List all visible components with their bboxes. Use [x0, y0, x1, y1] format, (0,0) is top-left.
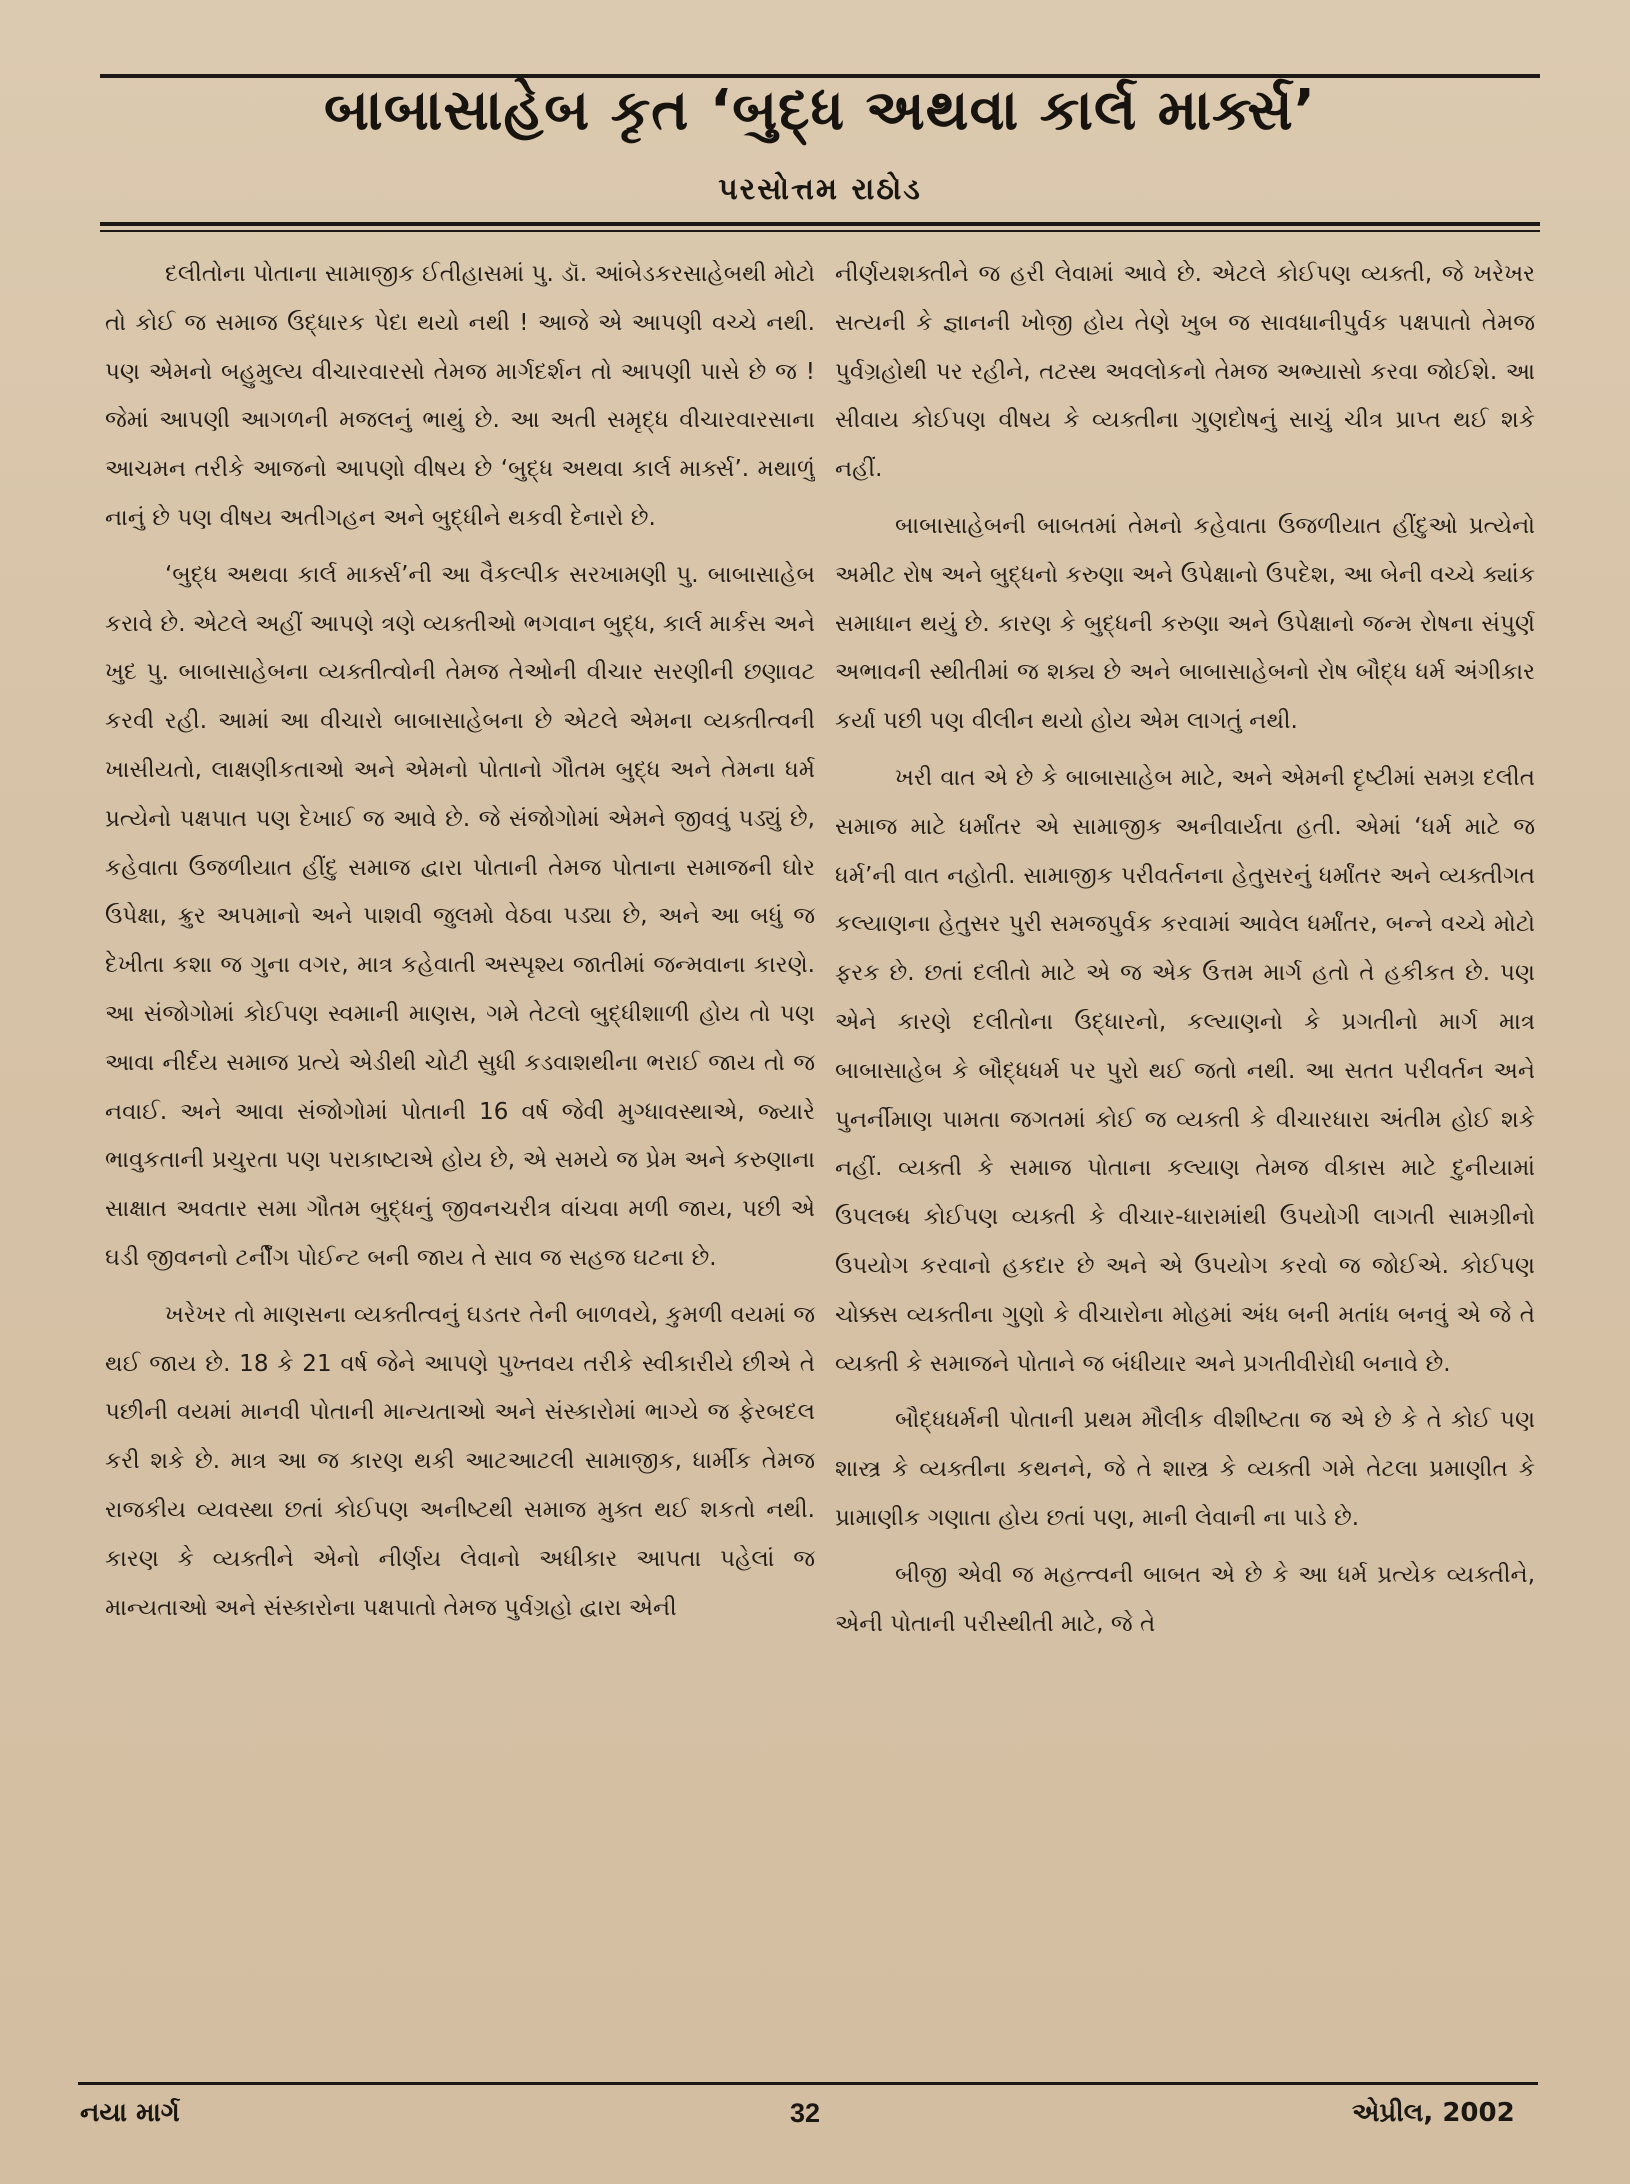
publication-name: નયા માર્ગ	[80, 2098, 180, 2128]
paragraph: ખરેખર તો માણસના વ્યક્તીત્વનું ઘડતર તેની બાળવયે, કુમળી વયમાં જ થઈ જાય છે. 18 કે 21 વર્ષ જેને આપણે પુખ્તવય તરીકે સ્વીકારીયે છીએ તે પછીની વયમાં માનવી પોતાની માન્યતાઓ અને સંસ્કારોમાં ભાગ્યે જ ફેરબદલ કરી શકે છે. માત્ર આ જ કારણ થકી આટઆટલી સામાજીક, ધાર્મીક તેમજ રાજકીય વ્યવસ્થા છતાં કોઈપણ અનીષ્ટથી સમાજ મુક્ત થઈ શકતો નથી. કારણ કે વ્યક્તીને એનો નીર્ણય લેવાનો અધીકાર આપતા પહેલાં જ માન્યતાઓ અને સંસ્કારોના પક્ષપાતો તેમજ પુર્વગ્રહો દ્વારા એની	[105, 1301, 815, 1621]
article-author: પરસોત્તમ રાઠોડ	[718, 172, 922, 207]
paragraph: બાબાસાહેબની બાબતમાં તેમનો કહેવાતા ઉજળીયાત હીંદુઓ પ્રત્યેનો અમીટ રોષ અને બુદ્ધનો કરુણા અને ઉપેક્ષાનો ઉપદેશ, આ બેની વચ્ચે ક્યાંક સમાધાન થયું છે. કારણ કે બુદ્ધની કરુણા અને ઉપેક્ષાનો જન્મ રોષના સંપુર્ણ અભાવની સ્થીતીમાં જ શક્ય છે અને બાબાસાહેબનો રોષ બૌદ્ધ ધર્મ અંગીકાર કર્યા પછી પણ વીલીન થયો હોય એમ લાગતું નથી.	[835, 512, 1535, 735]
page-number: 32	[790, 2098, 821, 2128]
header-rule-bottom	[100, 230, 1540, 232]
issue-date: એપ્રીલ, 2002	[1352, 2098, 1515, 2128]
header-rule-top	[100, 222, 1540, 226]
right-column	[835, 250, 1535, 2050]
article-title: બાબાસાહેબ કૃત ‘બુદ્ધ અથવા કાર્લ માર્ક્સ’	[324, 78, 1316, 143]
left-column	[105, 250, 815, 2050]
footer-rule	[78, 2082, 1538, 2085]
paragraph: બીજી એવી જ મહત્ત્વની બાબત એ છે કે આ ધર્મ પ્રત્યેક વ્યક્તીને, એની પોતાની પરીસ્થીતી માટે, જે તે	[835, 1561, 1535, 1637]
paragraph: દલીતોના પોતાના સામાજીક ઈતીહાસમાં પુ. ડૉ. આંબેડકરસાહેબથી મોટો તો કોઈ જ સમાજ ઉદ્ધારક પેદા થયો નથી ! આજે એ આપણી વચ્ચે નથી. પણ એમનો બહુમુલ્ય વીચારવારસો તેમજ માર્ગદર્શન તો આપણી પાસે છે જ ! જેમાં આપણી આગળની મજલનું ભાથું છે. આ અતી સમૃદ્ધ વીચારવારસાના આચમન તરીકે આજનો આપણો વીષય છે ‘બુદ્ધ અથવા કાર્લ માર્ક્સ’. મથાળું નાનું છે પણ વીષય અતીગહન અને બુદ્ધીને થકવી દેનારો છે.	[105, 261, 815, 531]
paragraph: બૌદ્ધધર્મની પોતાની પ્રથમ મૌલીક વીશીષ્ટતા જ એ છે કે તે કોઈ પણ શાસ્ત્ર કે વ્યક્તીના કથનને, જે તે શાસ્ત્ર કે વ્યક્તી ગમે તેટલા પ્રમાણીત કે પ્રામાણીક ગણાતા હોય છતાં પણ, માની લેવાની ના પાડે છે.	[835, 1407, 1535, 1531]
paragraph: ખરી વાત એ છે કે બાબાસાહેબ માટે, અને એમની દૃષ્ટીમાં સમગ્ર દલીત સમાજ માટે ધર્માંતર એ સામાજીક અનીવાર્યતા હતી. એમાં ‘ધર્મ માટે જ ધર્મ’ની વાત નહોતી. સામાજીક પરીવર્તનના હેતુસરનું ધર્માંતર અને વ્યક્તીગત કલ્યાણના હેતુસર પુરી સમજપુર્વક કરવામાં આવેલ ધર્માંતર, બન્ને વચ્ચે મોટો ફરક છે. છતાં દલીતો માટે એ જ એક ઉત્તમ માર્ગ હતો તે હકીકત છે. પણ એને કારણે દલીતોના ઉદ્ધારનો, કલ્યાણનો કે પ્રગતીનો માર્ગ માત્ર બાબાસાહેબ કે બૌદ્ધધર્મ પર પુરો થઈ જતો નથી. આ સતત પરીવર્તન અને પુનર્નીમાણ પામતા જગતમાં કોઈ જ વ્યક્તી કે વીચારધારા અંતીમ હોઈ શકે નહીં. વ્યક્તી કે સમાજ પોતાના કલ્યાણ તેમજ વીકાસ માટે દુનીયામાં ઉપલબ્ધ કોઈપણ વ્યક્તી કે વીચાર-ધારામાંથી ઉપયોગી લાગતી સામગ્રીનો ઉપયોગ કરવાનો હકદાર છે અને એ ઉપયોગ કરવો જ જોઈએ. કોઈપણ ચોક્કસ વ્યક્તીના ગુણો કે વીચારોના મોહમાં અંધ બની મતાંધ બનવું એ જે તે વ્યક્તી કે સમાજને પોતાને જ બંધીયાર અને પ્રગતીવીરોધી બનાવે છે.	[835, 764, 1535, 1377]
paragraph: નીર્ણયશક્તીને જ હરી લેવામાં આવે છે. એટલે કોઈપણ વ્યક્તી, જે ખરેખર સત્યની કે જ્ઞાનની ખોજી હોય તેણે ખુબ જ સાવધાનીપુર્વક પક્ષપાતો તેમજ પુર્વગ્રહોથી પર રહીને, તટસ્થ અવલોકનો તેમજ અભ્યાસો કરવા જોઈશે. આ સીવાય કોઈપણ વીષય કે વ્યક્તીના ગુણદોષનું સાચું ચીત્ર પ્રાપ્ત થઈ શકે નહીં.	[835, 261, 1535, 483]
paragraph: ‘બુદ્ધ અથવા કાર્લ માર્ક્સ’ની આ વૈકલ્પીક સરખામણી પુ. બાબાસાહેબ કરાવે છે. એટલે અહીં આપણે ત્રણે વ્યક્તીઓ ભગવાન બુદ્ધ, કાર્લ માર્કસ અને ખુદ પુ. બાબાસાહેબના વ્યક્તીત્વોની તેમજ તેઓની વીચાર સરણીની છણાવટ કરવી રહી. આમાં આ વીચારો બાબાસાહેબના છે એટલે એમના વ્યક્તીત્વની ખાસીયતો, લાક્ષણીકતાઓ અને એમનો પોતાનો ગૌતમ બુદ્ધ અને તેમના ધર્મ પ્રત્યેનો પક્ષપાત પણ દેખાઈ જ આવે છે. જે સંજોગોમાં એમને જીવવું પડ્યું છે, કહેવાતા ઉજળીયાત હીંદુ સમાજ દ્વારા પોતાની તેમજ પોતાના સમાજની ઘોર ઉપેક્ષા, ક્રુર અપમાનો અને પાશવી જુલમો વેઠવા પડ્યા છે, અને આ બધું જ દેખીતા કશા જ ગુના વગર, માત્ર કહેવાતી અસ્પૃશ્ય જાતીમાં જન્મવાના કારણે. આ સંજોગોમાં કોઈપણ સ્વમાની માણસ, ગમે તેટલો બુદ્ધીશાળી હોય તો પણ આવા નીર્દય સમાજ પ્રત્યે એડીથી ચોટી સુધી કડવાશથીના ભરાઈ જાય તો જ નવાઈ. અને આવા સંજોગોમાં પોતાની 16 વર્ષ જેવી મુગ્ધાવસ્થાએ, જ્યારે ભાવુકતાની પ્રચુરતા પણ પરાકાષ્ટાએ હોય છે, એ સમયે જ પ્રેમ અને કરુણાના સાક્ષાત અવતાર સમા ગૌતમ બુદ્ધનું જીવનચરીત્ર વાંચવા મળી જાય, પછી એ ઘડી જીવનનો ટર્નીંગ પોઈન્ટ બની જાય તે સાવ જ સહજ ઘટના છે.	[105, 561, 815, 1271]
